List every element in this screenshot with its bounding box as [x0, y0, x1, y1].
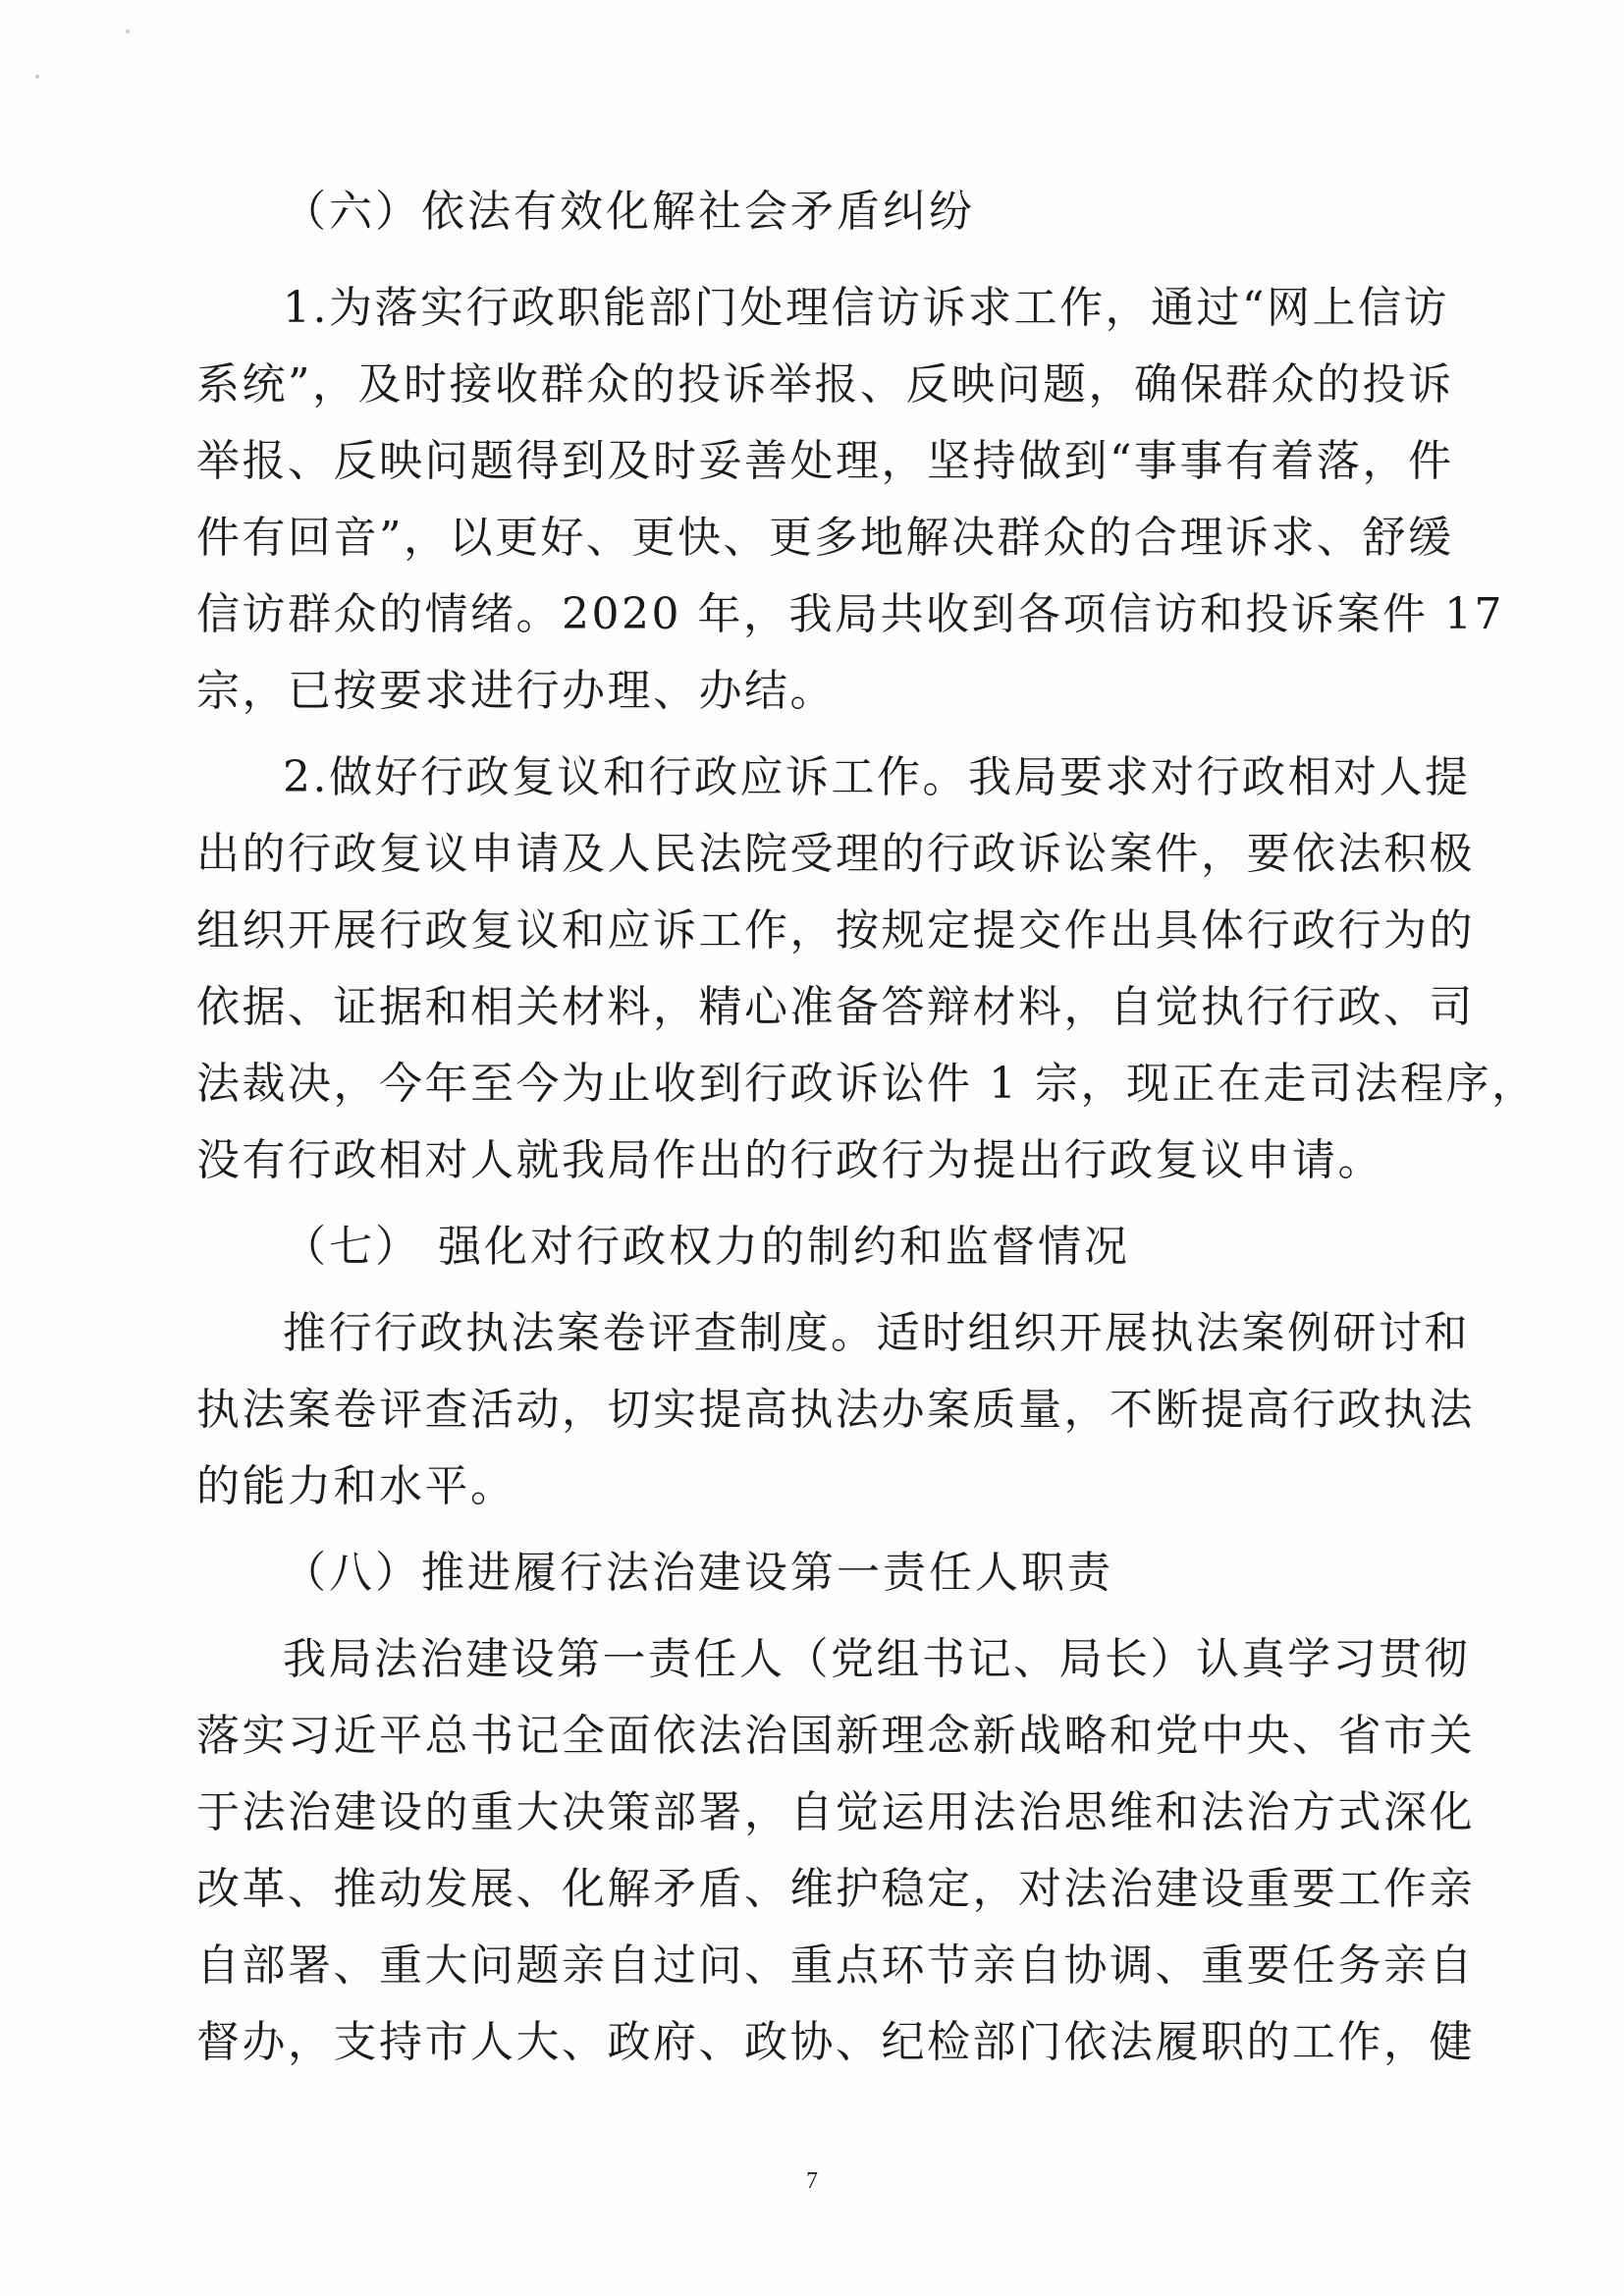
scan-speck [126, 29, 130, 33]
paragraph-line: 于法治建设的重大决策部署，自觉运用法治思维和法治方式深化 [196, 1787, 1475, 1837]
section-heading-8: （八）推进履行法治建设第一责任人职责 [283, 1548, 1113, 1598]
paragraph-line: 推行行政执法案卷评查制度。适时组织开展执法案例研讨和 [283, 1308, 1470, 1358]
paragraph-line: 宗，已按要求进行办理、办结。 [196, 666, 836, 716]
paragraph-line: 件有回音”，以更好、更快、更多地解决群众的合理诉求、舒缓 [196, 513, 1454, 563]
page-number: 7 [806, 2168, 818, 2194]
paragraph-line: 没有行政相对人就我局作出的行政行为提出行政复议申请。 [196, 1135, 1383, 1185]
paragraph-line: 组织开展行政复议和应诉工作，按规定提交作出具体行政行为的 [196, 905, 1475, 956]
section-heading-6: （六）依法有效化解社会矛盾纠纷 [283, 187, 975, 237]
paragraph-line: 依据、证据和相关材料，精心准备答辩材料，自觉执行行政、司 [196, 982, 1475, 1032]
paragraph-line: 法裁决，今年至今为止收到行政诉讼件 1 宗，现正在走司法程序， [196, 1059, 1538, 1109]
paragraph-line: 2.做好行政复议和行政应诉工作。我局要求对行政相对人提 [283, 752, 1471, 802]
paragraph-line: 系统”，及时接收群众的投诉举报、反映问题，确保群众的投诉 [196, 359, 1454, 410]
paragraph-line: 执法案卷评查活动，切实提高执法办案质量，不断提高行政执法 [196, 1385, 1475, 1435]
scan-speck [35, 75, 39, 79]
paragraph-line: 落实习近平总书记全面依法治国新理念新战略和党中央、省市关 [196, 1711, 1475, 1761]
paragraph-line: 出的行政复议申请及人民法院受理的行政诉讼案件，要依法积极 [196, 829, 1475, 879]
paragraph-line: 1.为落实行政职能部门处理信访诉求工作，通过“网上信访 [283, 283, 1449, 333]
paragraph-line: 改革、推动发展、化解矛盾、维护稳定，对法治建设重要工作亲 [196, 1864, 1475, 1914]
paragraph-line: 自部署、重大问题亲自过问、重点环节亲自协调、重要任务亲自 [196, 1941, 1475, 1991]
paragraph-line: 举报、反映问题得到及时妥善处理，坚持做到“事事有着落，件 [196, 436, 1454, 486]
paragraph-line: 信访群众的情绪。2020 年，我局共收到各项信访和投诉案件 17 [196, 589, 1504, 639]
section-heading-7: （七） 强化对行政权力的制约和监督情况 [283, 1222, 1130, 1272]
paragraph-line: 的能力和水平。 [196, 1461, 516, 1511]
paragraph-line: 我局法治建设第一责任人（党组书记、局长）认真学习贯彻 [283, 1634, 1470, 1684]
paragraph-line: 督办，支持市人大、政府、政协、纪检部门依法履职的工作，健 [196, 2017, 1475, 2067]
